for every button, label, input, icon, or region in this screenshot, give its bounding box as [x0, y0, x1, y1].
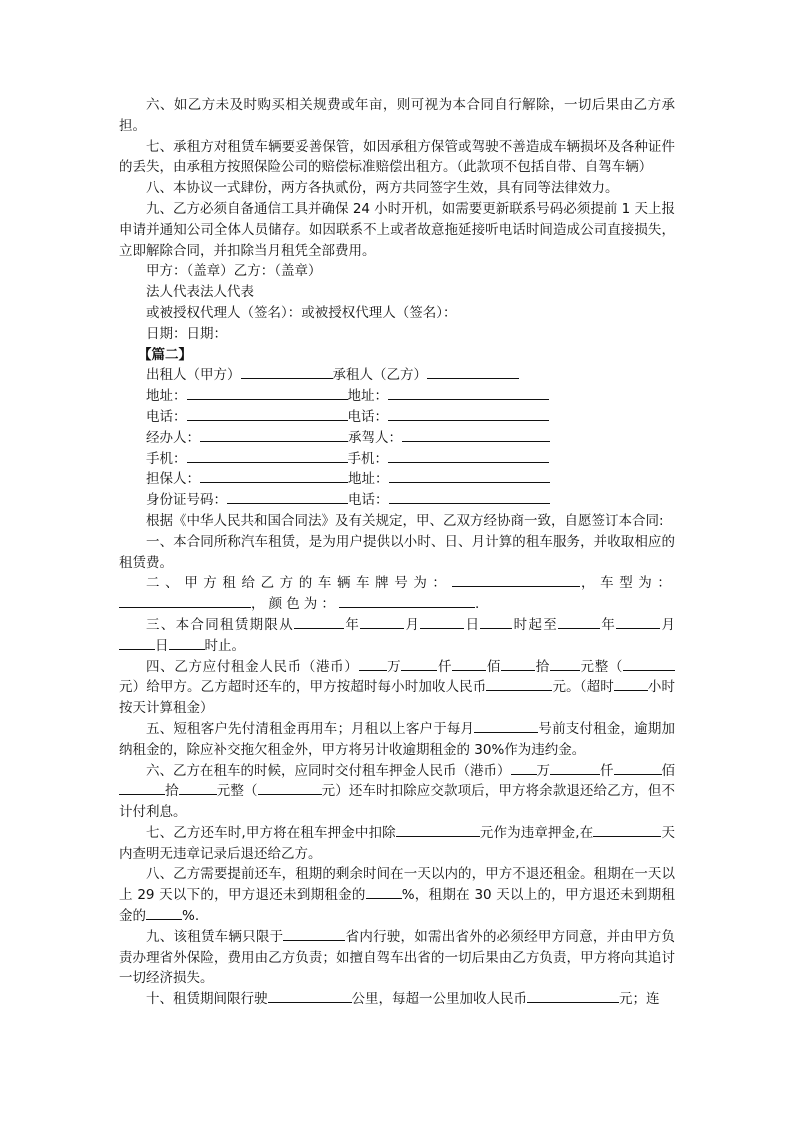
id-number-blank	[227, 490, 348, 504]
clause-4-overtime: 元）给甲方。乙方超时还车的，甲方按超时每小时加收人民币	[119, 679, 487, 696]
lessee-mobile-label: 手机：	[347, 450, 388, 467]
driver-blank	[402, 428, 550, 442]
clause-8-mid: %，租期在 30 天以上的，甲方退还未到期租金的	[119, 887, 675, 925]
clause-3-text: 三、本合同租赁期限从	[146, 616, 295, 633]
form-row-phone	[119, 407, 675, 428]
guarantor-address-label: 地址：	[348, 471, 389, 488]
handler-blank	[200, 428, 348, 442]
province-blank	[283, 927, 345, 941]
rent-bai-blank	[452, 657, 486, 671]
clause-4-text: 四、乙方应付租金人民币（港币）	[146, 658, 359, 675]
contract-body	[119, 95, 675, 1010]
clause-2-text: 二、甲方租给乙方的车辆车牌号为：	[146, 575, 452, 592]
clause-7-prev: 七、承租方对租赁车辆要妥善保管，如因承租方保管或驾驶不善造成车辆损坏及各种证件的丢失，由承租方按照保险公司的赔偿标准赔偿出租方。（此款项不包括自带、自驾车辆）	[119, 138, 675, 176]
guarantor-blank	[200, 469, 348, 483]
clause-2-end: .	[475, 596, 484, 613]
section-heading: 【篇二】	[138, 346, 192, 363]
clause-6	[119, 761, 675, 823]
lessor-address-blank	[187, 386, 348, 400]
lessor-blank	[241, 365, 333, 379]
clause-4	[119, 657, 675, 719]
end-month-label: 月	[660, 616, 676, 633]
deposit-wan-label: 万	[536, 762, 550, 779]
rent-shi-blank	[501, 657, 535, 671]
end-day-label: 日	[155, 637, 169, 654]
clause-7	[119, 823, 675, 865]
clause-10-mid: 公里，每超一公里加收人民币	[351, 991, 527, 1008]
clause-10-end: 元；连	[619, 991, 660, 1008]
deposit-qian-label: 仟	[600, 762, 614, 779]
rent-figure-blank	[623, 657, 675, 671]
deposit-bai-blank	[614, 761, 662, 775]
form-row-address	[119, 386, 675, 407]
lessee-phone-label: 电话：	[347, 408, 388, 425]
clause-7-rest: 天内查明无违章记录后退还给乙方。	[119, 824, 675, 862]
clause-2-model-label: ，车型为：	[579, 575, 676, 592]
form-row-mobile	[119, 449, 675, 470]
id-number-label: 身份证号码：	[146, 492, 227, 509]
clause-7-mid: 元作为违章押金,在	[479, 824, 594, 841]
end-day-blank	[119, 636, 155, 650]
clause-8-end: %.	[182, 908, 200, 925]
clause-7-text: 七、乙方还车时,甲方将在租车押金中扣除	[146, 824, 396, 841]
plate-blank	[452, 573, 580, 587]
lessee-address-blank	[388, 386, 549, 400]
clause-6-prev: 六、如乙方未及时购买相关规费或年亩，则可视为本合同自行解除，一切后果由乙方承担。	[119, 97, 675, 134]
clause-10	[119, 989, 675, 1010]
end-year-blank	[558, 615, 600, 629]
clause-9	[119, 927, 675, 989]
rent-yuan-blank	[550, 657, 580, 671]
overtime-fee-blank	[486, 677, 552, 691]
guarantor-address-blank	[389, 469, 550, 483]
form-row-guarantor	[119, 469, 675, 490]
guarantor-phone-blank	[389, 490, 550, 504]
signature-agent-line: 或被授权代理人（签名）：或被授权代理人（签名）：	[146, 304, 457, 321]
clause-3	[119, 615, 675, 657]
lessor-label: 出租人（甲方）	[146, 367, 241, 384]
lessee-mobile-blank	[388, 449, 549, 463]
clause-6-rest: 元）还车时扣除应交款项后，甲方将余款退还给乙方，但不计付利息。	[119, 783, 675, 821]
deposit-yuan-blank	[179, 781, 217, 795]
clause-8-text: 八、乙方需要提前还车，租期的剩余时间在一天以内的，甲方不退还租金。租期在一天以上 29 天以下的，甲方退还未到期租金的	[119, 866, 675, 904]
year-label: 年	[344, 616, 361, 633]
refund-pct-1-blank	[366, 885, 402, 899]
driver-label: 承驾人：	[348, 429, 402, 446]
clause-2	[119, 573, 675, 615]
violation-deposit-blank	[396, 823, 480, 837]
overtime-hours-blank	[614, 677, 648, 691]
lessee-label: 承租人（乙方）	[332, 367, 427, 384]
signature-legal-rep-line: 法人代表法人代表	[146, 284, 254, 301]
lessee-address-label: 地址：	[347, 388, 388, 405]
end-month-blank	[616, 615, 660, 629]
payment-day-blank	[474, 719, 538, 733]
qian-label: 仟	[437, 658, 453, 675]
clause-3-to: 时起至	[512, 616, 559, 633]
refund-pct-2-blank	[146, 906, 182, 920]
form-row-handler	[119, 428, 675, 449]
lessee-blank	[427, 365, 519, 379]
start-month-blank	[360, 615, 404, 629]
clause-2-color-label: ，颜色为：	[251, 596, 339, 613]
clause-5-text: 五、短租客户先付清租金再用车；月租以上客户于每月	[146, 720, 475, 737]
deposit-figure-blank	[258, 781, 322, 795]
color-blank	[339, 594, 475, 608]
deposit-shi-label: 拾	[165, 783, 179, 800]
deposit-shi-blank	[119, 781, 165, 795]
start-hour-blank	[480, 615, 512, 629]
end-year-label: 年	[600, 616, 617, 633]
clause-9-text: 九、该租赁车辆只限于	[146, 928, 284, 945]
check-days-blank	[593, 823, 661, 837]
clause-6-text: 六、乙方在租车的时候，应同时交付租车押金人民币（港币）	[146, 762, 511, 779]
clause-10-text: 十、租赁期间限行驶	[146, 991, 268, 1008]
deposit-bai-label: 佰	[661, 762, 675, 779]
day-label: 日	[464, 616, 481, 633]
clause-3-end: 时止。	[204, 637, 245, 654]
clause-4-end: 小时按天计算租金）	[119, 679, 676, 717]
clause-6-yuan: 元整（	[216, 783, 258, 800]
lessee-phone-blank	[388, 407, 549, 421]
deposit-qian-blank	[550, 761, 600, 775]
bai-label: 佰	[486, 658, 502, 675]
start-year-blank	[294, 615, 344, 629]
form-row-parties	[119, 365, 675, 386]
clause-4-yuan: 元整（	[579, 658, 624, 675]
wan-label: 万	[386, 658, 402, 675]
clause-5-rest: 号前支付租金，逾期加纳租金的，除应补交拖欠租金外，甲方将另计收逾期租金的 30%作为违约金。	[119, 720, 676, 758]
clause-9-rest: 省内行驶，如需出省外的必须经甲方同意，并由甲方负责办理省外保险，费用由乙方负责；如擅自驾车出省的一切后果由乙方负责，甲方将向其追讨一切经济损失。	[119, 928, 676, 987]
deposit-wan-blank	[511, 761, 537, 775]
clause-8	[119, 864, 675, 926]
clause-4-overtime-hours: 元。（超时	[552, 679, 614, 696]
model-blank	[119, 594, 251, 608]
guarantor-label: 担保人：	[146, 471, 200, 488]
mileage-limit-blank	[268, 989, 352, 1003]
lessor-phone-label: 电话：	[146, 408, 187, 425]
guarantor-phone-label: 电话：	[348, 492, 389, 509]
lessor-mobile-blank	[187, 449, 348, 463]
clause-5	[119, 719, 675, 761]
rent-wan-blank	[359, 657, 387, 671]
shi-label: 拾	[535, 658, 550, 675]
signature-seal-line: 甲方：（盖章）乙方：（盖章）	[146, 263, 322, 280]
start-day-blank	[420, 615, 464, 629]
clause-8-prev: 八、本协议一式肆份，两方各执贰份，两方共同签字生效，具有同等法律效力。	[146, 180, 619, 197]
lessor-phone-blank	[187, 407, 348, 421]
lessor-address-label: 地址：	[146, 388, 187, 405]
clause-1: 一、本合同所称汽车租赁，是为用户提供以小时、日、月计算的租车服务，并收取相应的租赁费。	[119, 533, 675, 571]
clause-9-prev: 九、乙方必须自备通信工具并确保 24 小时开机，如需要更新联系号码必须提前 1 天上报申请并通知公司全体人员储存。如因联系不上或者故意拖延接听电话时间造成公司直接损失，立即解除合同，并扣除当月租凭全部费用。	[119, 200, 675, 259]
month-label: 月	[404, 616, 421, 633]
extra-km-fee-blank	[527, 989, 619, 1003]
handler-label: 经办人：	[146, 429, 200, 446]
signature-date-line: 日期：日期：	[146, 325, 227, 342]
end-hour-blank	[169, 636, 205, 650]
contract-intro: 根据《中华人民共和国合同法》及有关规定，甲、乙双方经协商一致，自愿签订本合同:	[146, 512, 664, 529]
lessor-mobile-label: 手机：	[146, 450, 187, 467]
rent-qian-blank	[401, 657, 437, 671]
form-row-id	[119, 490, 675, 511]
